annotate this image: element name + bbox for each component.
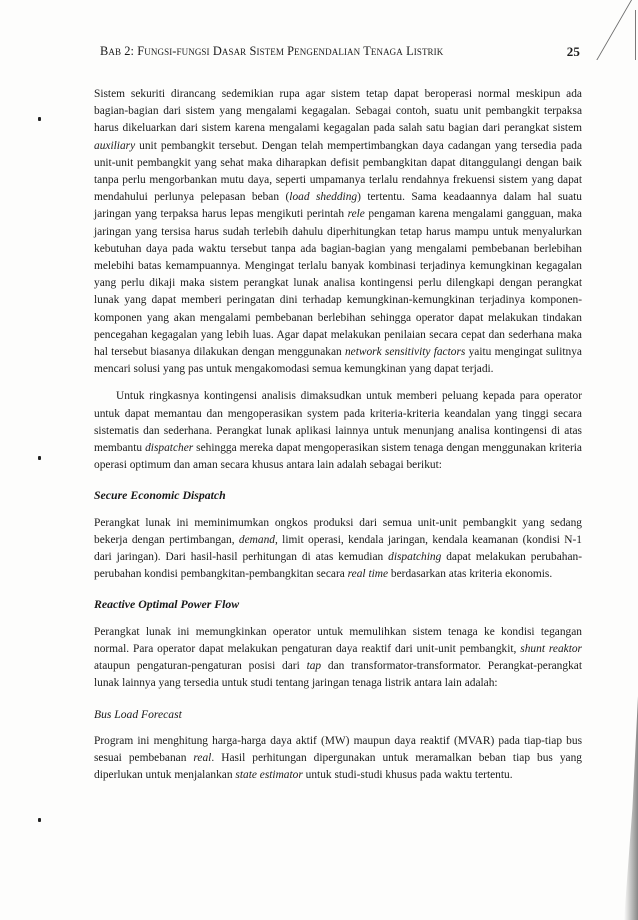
paragraph xyxy=(94,515,582,584)
text-run: Sistem sekuriti dirancang sedemikian rupa agar sistem tetap dapat beroperasi normal meskipun ada bagian-bagian dari sistem yang mengalami kegagalan. Sebagai contoh, suatu unit pembangkit terpaksa harus dikeluarkan dari sistem karena mengalami kegagalan pada salah satu bagian dari perangkat sistem xyxy=(94,88,582,135)
binding-hole-mark xyxy=(38,117,41,121)
paragraph xyxy=(94,388,582,474)
text-run: Perangkat lunak ini meminimumkan ongkos produksi dari semua unit-unit pembangkit yang sedang bekerja dengan pertimbangan, xyxy=(94,516,582,546)
text-run: ataupun pengaturan-pengaturan posisi dari xyxy=(94,660,307,673)
binding-hole-mark xyxy=(38,456,41,460)
italic-term: dispatcher xyxy=(145,442,194,455)
italic-term: tap xyxy=(306,660,322,673)
running-header xyxy=(100,44,580,60)
paragraph xyxy=(94,624,582,693)
paragraph xyxy=(94,733,582,785)
italic-term: real xyxy=(193,751,212,764)
text-run: Program ini menghitung harga-harga daya aktif (MW) maupun daya reaktif (MVAR) pada tiap-tiap bus sesuai pembebanan xyxy=(94,734,582,764)
italic-term: demand xyxy=(238,533,275,546)
italic-term: auxiliary xyxy=(94,139,136,152)
text-run: Untuk ringkasnya kontingensi analisis dimaksudkan untuk memberi peluang kepada para operator untuk dapat memantau dan mengoperasikan system pada kriteria-kriteria keandalan yang tinggi secara sistematis dan sederhana. Perangkat lunak aplikasi lainnya untuk menunjang analisa kontingensi di atas membantu xyxy=(94,390,582,455)
scan-edge-shadow xyxy=(624,640,638,920)
italic-term: real time xyxy=(347,568,389,581)
italic-term: network sensitivity factors xyxy=(344,346,466,359)
binding-hole-mark xyxy=(38,818,41,822)
text-run: Perangkat lunak ini memungkinkan operator untuk memulihkan sistem tenaga ke kondisi tegangan normal. Para operator dapat melakukan pengaturan daya reaktif dari unit-unit pembangkit, xyxy=(94,625,582,655)
paragraph xyxy=(94,86,582,378)
text-run: pengaman karena mengalami gangguan, maka jaringan yang tersisa harus sudah terlebih dahulu diperhitungkan tetap harus mampu untuk menyalurkan kebutuhan daya pada waktu tersebut tanpa ada bagian-bagian yang mengalami pembebanan berlebihan melebihi batas kemampuannya. Mengingat terlalu banyak kombinasi terjadinya kemungkinan kegagalan yang perlu dikaji maka sistem perangkat lunak analisa kontingensi perlu dilengkapi dengan perangkat lunak yang dapat memberi peringatan dini terhadap kemungkinan-kemungkinan terjadinya komponen-komponen yang akan mengalami pembebanan berlebihan sehingga operator dapat melakukan tindakan pencegahan kegagalan yang lebih luas. Agar dapat melakukan penilaian secara cepat dan sederhana maka hal tersebut biasanya dilakukan dengan menggunakan xyxy=(94,208,582,359)
text-run: dan transformator-transformator. Perangkat-perangkat lunak lainnya yang tersedia untuk studi tentang jaringan tenaga listrik antara lain adalah: xyxy=(94,660,582,690)
italic-term: shunt reaktor xyxy=(520,642,582,655)
text-run: , limit operasi, kendala jaringan, kendala keamanan (kondisi N-1 dari jaringan). Dari hasil-hasil perhitungan di atas kemudian xyxy=(94,533,582,564)
scan-edge-mark xyxy=(635,10,636,60)
page-number: 25 xyxy=(566,44,580,59)
text-run: ) tertentu. Sama keadaannya dalam hal suatu jaringan yang terpaksa harus lepas mengikuti perintah xyxy=(94,191,583,221)
page-body xyxy=(94,86,582,784)
text-run: unit pembangkit tersebut. Dengan telah mempertimbangkan daya cadangan yang tersedia pada unit-unit pembangkit yang sehat maka diharapkan defisit pembangkitan dapat ditanggulangi dengan baik tanpa perlu mengorbankan mutu daya, seperti umpamanya terlalu rendahnya frekuensi sistem yang dapat mendahului perlunya pelepasan beban ( xyxy=(94,139,582,204)
italic-term: rele xyxy=(347,208,365,221)
italic-term: dispatching xyxy=(388,551,442,564)
text-run: berdasarkan atas kriteria ekonomis. xyxy=(388,568,553,581)
running-header-title: Bab 2: Fungsi-fungsi Dasar Sistem Pengendalian Tenaga Listrik xyxy=(100,44,444,58)
italic-term: load shedding xyxy=(289,191,358,204)
subsection-heading: Bus Load Forecast xyxy=(94,707,182,721)
text-run: yaitu mengingat sulitnya mencari solusi yang pas untuk mengakomodasi semua kemungkinan yang dapat terjadi. xyxy=(94,346,582,376)
text-run: . Hasil perhitungan dipergunakan untuk meramalkan beban tiap bus yang diperlukan untuk menjalankan xyxy=(94,751,582,782)
section-heading: Secure Economic Dispatch xyxy=(94,488,226,503)
section-heading: Reactive Optimal Power Flow xyxy=(94,597,240,612)
text-run: dapat melakukan perubahan-perubahan kondisi pembangkitan-pembangkitan secara xyxy=(94,551,582,581)
italic-term: state estimator xyxy=(235,769,303,782)
text-run: sehingga mereka dapat mengoperasikan sistem tenaga dengan menggunakan kriteria operasi optimum dan aman secara khusus antara lain adalah sebagai berikut: xyxy=(94,442,582,472)
text-run: untuk studi-studi khusus pada waktu tertentu. xyxy=(302,769,513,782)
